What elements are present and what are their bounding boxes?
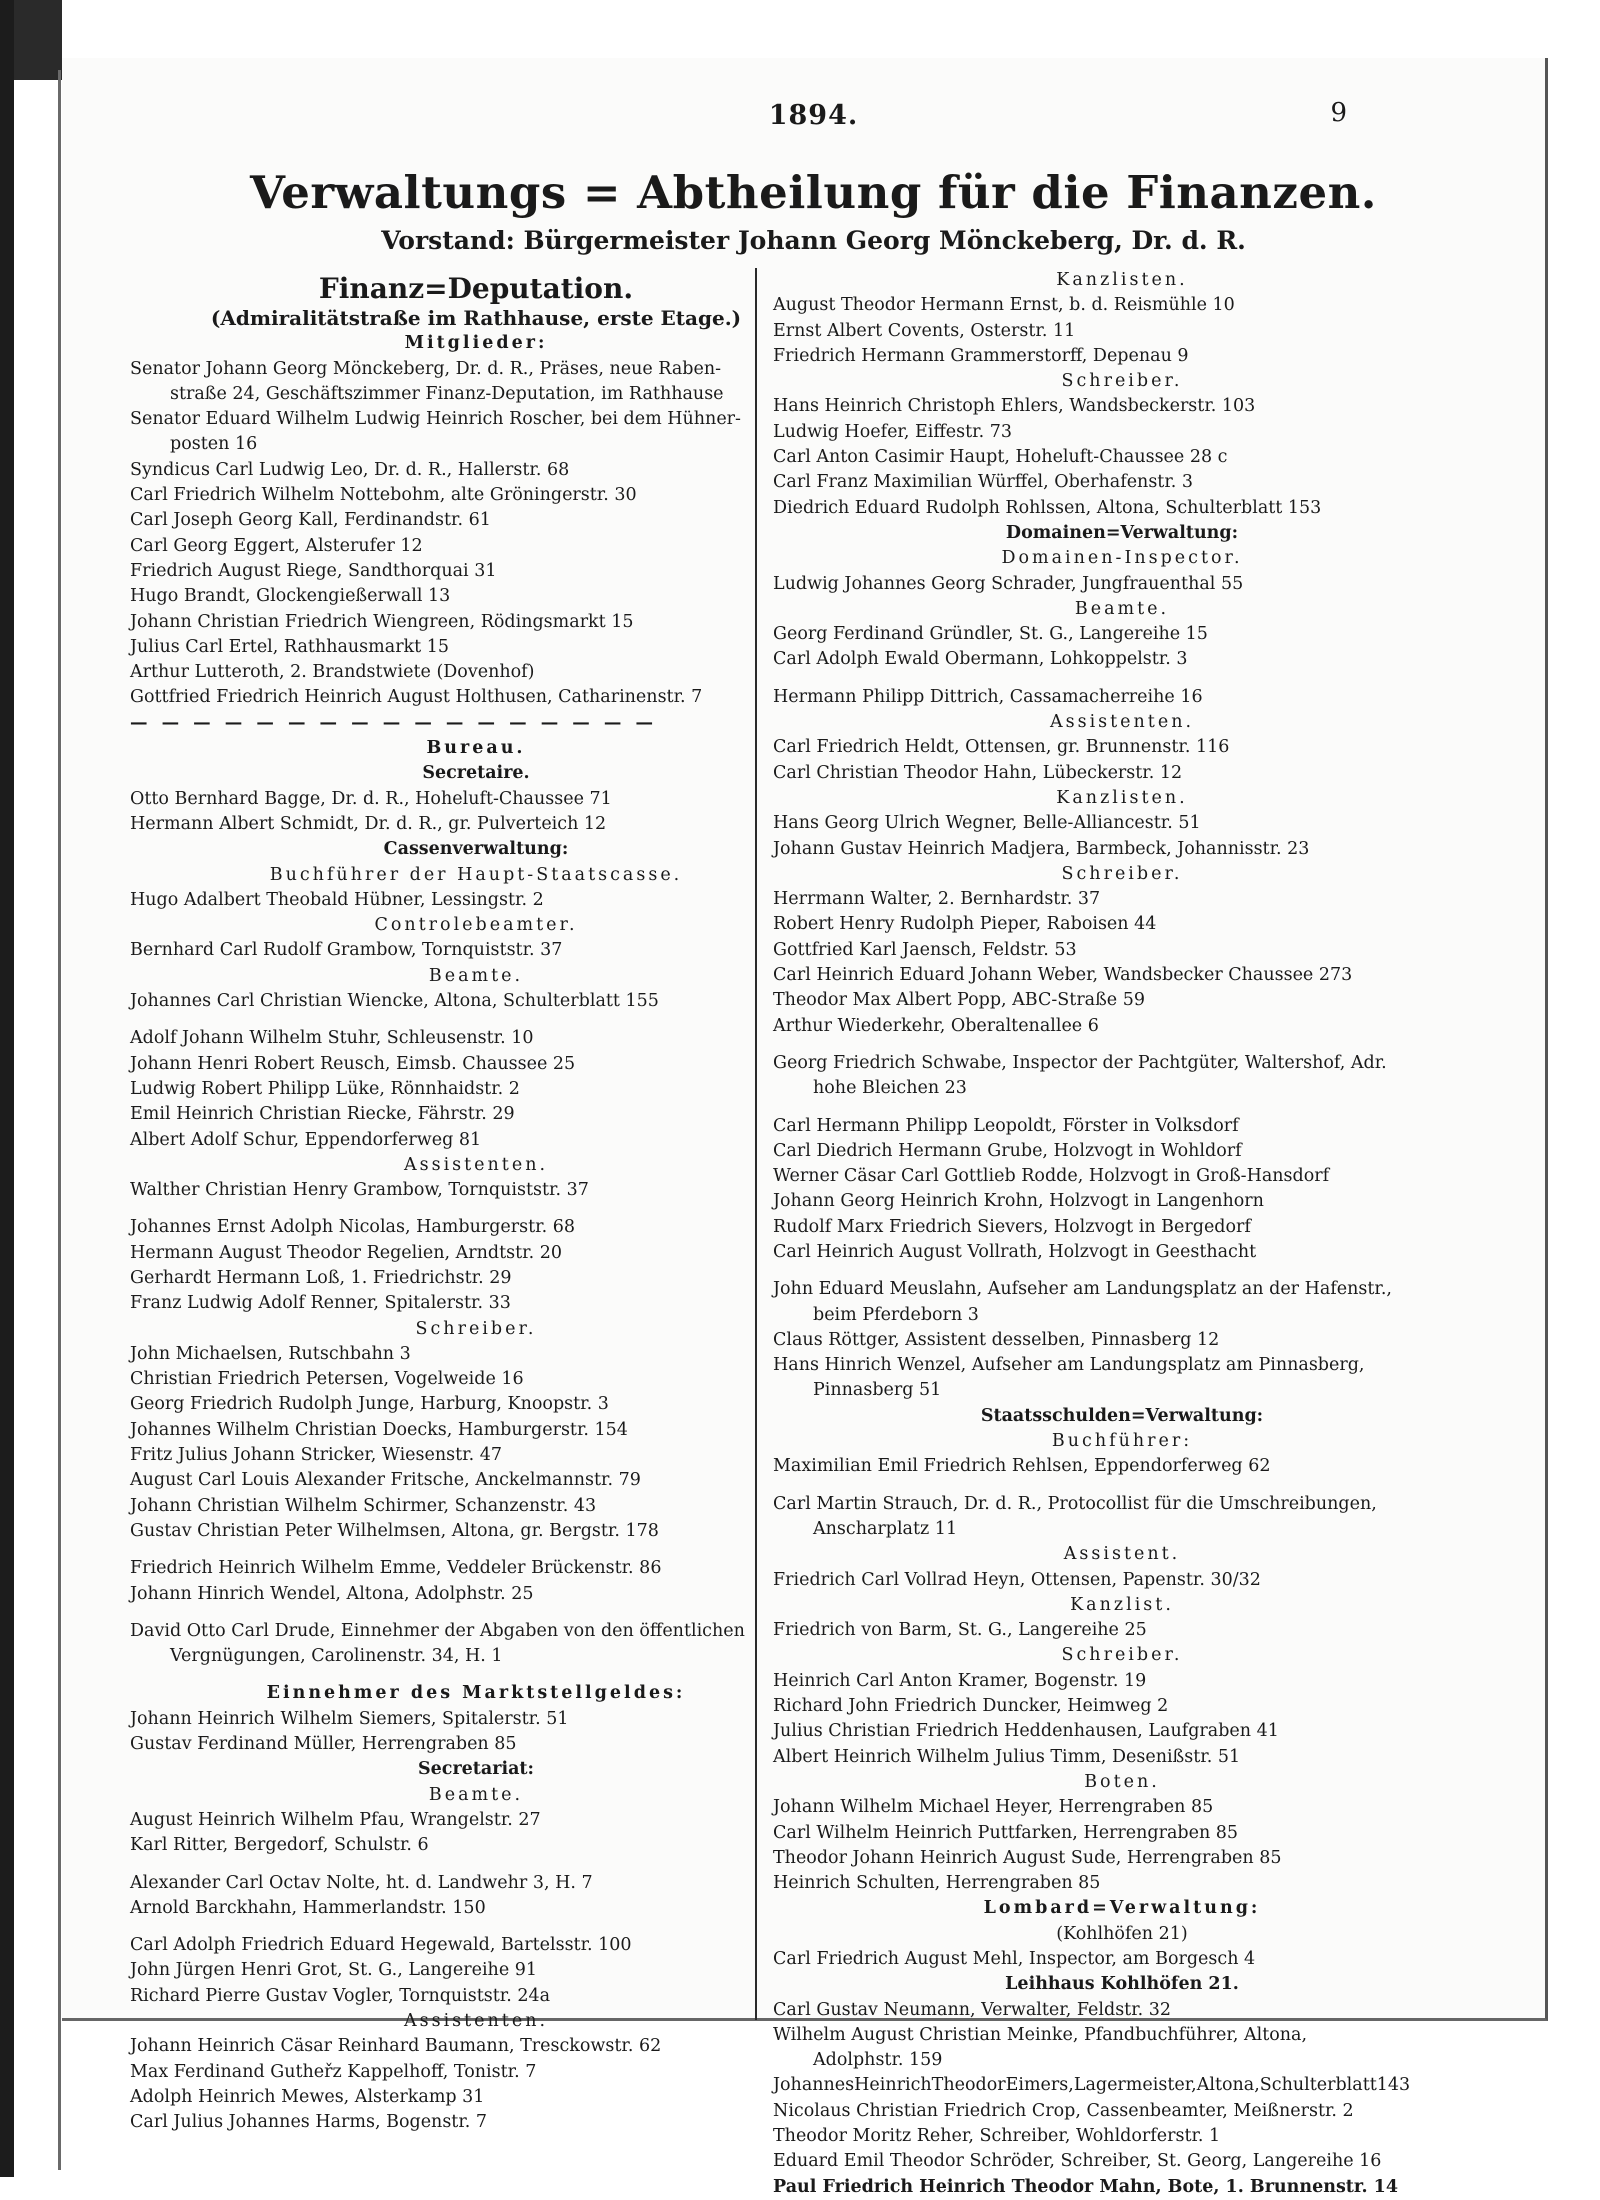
section-heading: Assistent. <box>1063 1544 1181 1565</box>
entry-line: Emil Heinrich Christian Riecke, Fährstr. 29 <box>130 1104 515 1125</box>
entry-line: Ernst Albert Covents, Osterstr. 11 <box>773 320 1076 341</box>
entry-line: Friedrich Hermann Grammerstorff, Depenau 9 <box>773 345 1189 366</box>
entry-line: Johannes Wilhelm Christian Doecks, Hamburgerstr. 154 <box>130 1419 628 1440</box>
entry-line: Robert Henry Rudolph Pieper, Raboisen 44 <box>773 914 1157 935</box>
entry-line: Richard John Friedrich Duncker, Heimweg 2 <box>773 1696 1169 1717</box>
entry-line: Alexander Carl Octav Nolte, ht. d. Landwehr 3, H. 7 <box>130 1872 593 1893</box>
left-column <box>130 268 822 2135</box>
entry-line: John Eduard Meuslahn, Aufseher am Landungsplatz an der Hafenstr., <box>773 1279 1392 1300</box>
entry-line: Carl Friedrich Wilhelm Nottebohm, alte Gröningerstr. 30 <box>130 485 637 506</box>
entry-line: hohe Bleichen 23 <box>813 1078 967 1099</box>
entry-line: Carl Friedrich August Mehl, Inspector, am Borgesch 4 <box>773 1949 1256 1969</box>
entry-line: Georg Friedrich Schwabe, Inspector der Pachtgüter, Waltershof, Adr. <box>773 1052 1387 1073</box>
entry-line: Diedrich Eduard Rudolph Rohlssen, Altona, Schulterblatt 153 <box>773 497 1322 518</box>
entry-line: Hans Heinrich Christoph Ehlers, Wandsbeckerstr. 103 <box>773 396 1256 417</box>
book-edge-corner <box>14 0 62 80</box>
entry-line: John Jürgen Henri Grot, St. G., Langereihe 91 <box>130 1960 538 1981</box>
entry-line: Carl Hermann Philipp Leopoldt, Förster in Volksdorf <box>773 1115 1239 1136</box>
entry-line: Friedrich Heinrich Wilhelm Emme, Veddeler Brückenstr. 86 <box>130 1558 662 1579</box>
entry-line: Hermann Philipp Dittrich, Cassamacherreihe 16 <box>773 686 1203 707</box>
entry-line: Hermann August Theodor Regelien, Arndtstr. 20 <box>130 1242 562 1263</box>
entry-line: Johann Hinrich Wendel, Altona, Adolphstr. 25 <box>130 1583 534 1604</box>
entry-line: Vergnügungen, Carolinenstr. 34, H. 1 <box>170 1646 503 1667</box>
entry-line: Otto Bernhard Bagge, Dr. d. R., Hoheluft-Chaussee 71 <box>130 788 612 809</box>
entry-line: Carl Heinrich Eduard Johann Weber, Wandsbecker Chaussee 273 <box>773 965 1353 986</box>
entry-line: Fritz Julius Johann Stricker, Wiesenstr. 47 <box>130 1445 502 1466</box>
document-page <box>62 58 1548 2197</box>
section-heading: Assistenten. <box>1049 712 1195 733</box>
entry-line: Pinnasberg 51 <box>813 1380 942 1401</box>
spacer <box>773 1265 1471 1277</box>
page-gutter <box>58 70 61 2170</box>
section-heading: Buchführer: <box>1051 1431 1193 1452</box>
section-heading: Beamte. <box>428 965 524 986</box>
entry-line: Ludwig Robert Philipp Lüke, Rönnhaidstr. 2 <box>130 1078 520 1099</box>
entry-line: Heinrich Schulten, Herrengraben 85 <box>773 1873 1101 1894</box>
entry-line: Christian Friedrich Petersen, Vogelweide 16 <box>130 1369 524 1390</box>
section-heading: Assistenten. <box>403 2011 549 2031</box>
section-heading: Schreiber. <box>1061 1645 1183 1666</box>
section-heading: Domainen-Inspector. <box>1001 548 1243 569</box>
section-heading: Controlebeamter. <box>374 915 578 936</box>
entry-line: Syndicus Carl Ludwig Leo, Dr. d. R., Hallerstr. 68 <box>130 459 570 480</box>
section-heading: Boten. <box>1084 1771 1160 1792</box>
entry-line: Johann Heinrich Wilhelm Siemers, Spitalerstr. 51 <box>130 1708 569 1729</box>
spacer <box>773 1039 1471 1051</box>
entry-line: Carl Diedrich Hermann Grube, Holzvogt in Wohldorf <box>773 1140 1242 1161</box>
section-heading: Schreiber. <box>1061 863 1183 884</box>
entry-line: Gustav Christian Peter Wilhelmsen, Altona, gr. Bergstr. 178 <box>130 1520 659 1541</box>
spacer <box>773 673 1471 685</box>
entry-line: Theodor Johann Heinrich August Sude, Herrengraben 85 <box>773 1847 1282 1868</box>
entry-line: Anscharplatz 11 <box>813 1518 958 1539</box>
spacer <box>130 1203 822 1215</box>
entry-line: Arnold Barckhahn, Hammerlandstr. 150 <box>130 1897 486 1918</box>
section-heading: Leihhaus Kohlhöfen 21. <box>1005 1974 1239 1995</box>
entry-line: Gerhardt Hermann Loß, 1. Friedrichstr. 29 <box>130 1267 512 1288</box>
section-heading: Bureau. <box>426 738 526 759</box>
entry-line: Johannes Carl Christian Wiencke, Altona, Schulterblatt 155 <box>130 991 659 1012</box>
entry-line: Johannes Ernst Adolph Nicolas, Hamburgerstr. 68 <box>130 1217 575 1238</box>
spacer <box>773 1102 1471 1114</box>
entry-line: Carl Joseph Georg Kall, Ferdinandstr. 61 <box>130 510 491 531</box>
page-year: 1894. <box>768 100 859 131</box>
entry-line: Carl Georg Eggert, Alsterufer 12 <box>130 535 423 556</box>
entry-line: Johann Henri Robert Reusch, Eimsb. Chaussee 25 <box>130 1053 576 1074</box>
entry-line: Carl Anton Casimir Haupt, Hoheluft-Chaussee 28 c <box>773 447 1228 468</box>
entry-line: Albert Heinrich Wilhelm Julius Timm, Desenißstr. 51 <box>773 1746 1241 1767</box>
entry-line: Adolf Johann Wilhelm Stuhr, Schleusenstr. 10 <box>130 1028 534 1049</box>
section-heading: Beamte. <box>428 1784 524 1805</box>
entry-line: Carl Adolph Ewald Obermann, Lohkoppelstr. 3 <box>773 649 1188 670</box>
entry-line: Heinrich Carl Anton Kramer, Bogenstr. 19 <box>773 1670 1147 1691</box>
entry-line: straße 24, Geschäftszimmer Finanz-Deputation, im Rathhause <box>170 383 724 404</box>
entry-line: Wilhelm August Christian Meinke, Pfandbuchführer, Altona, <box>773 2024 1308 2045</box>
entry-line: Carl Friedrich Heldt, Ottensen, gr. Brunnenstr. 116 <box>773 737 1230 758</box>
entry-line: Gottfried Karl Jaensch, Feldstr. 53 <box>773 939 1077 960</box>
entry-line: beim Pferdeborn 3 <box>813 1304 979 1325</box>
section-heading: Kanzlisten. <box>1056 270 1188 290</box>
entry-line: Arthur Lutteroth, 2. Brandstwiete (Dovenhof) <box>130 662 535 683</box>
spacer <box>773 1480 1471 1492</box>
entry-line: Hermann Albert Schmidt, Dr. d. R., gr. Pulverteich 12 <box>130 813 607 834</box>
entry-line: Georg Ferdinand Gründler, St. G., Langereihe 15 <box>773 624 1208 645</box>
spacer <box>130 1921 822 1933</box>
entry-line: Johann Wilhelm Michael Heyer, Herrengraben 85 <box>773 1797 1214 1818</box>
entry-line: Theodor Max Albert Popp, ABC-Straße 59 <box>773 990 1145 1011</box>
entry-line: Julius Carl Ertel, Rathhausmarkt 15 <box>130 636 450 657</box>
section-heading: Kanzlisten. <box>1056 787 1188 808</box>
entry-line: Carl Adolph Friedrich Eduard Hegewald, Bartelsstr. 100 <box>130 1935 632 1956</box>
entry-line: JohannesHeinrichTheodorEimers,Lagermeister,Altona,Schulterblatt143 <box>773 2075 1411 2096</box>
entry-line: Georg Friedrich Rudolph Junge, Harburg, Knoopstr. 3 <box>130 1394 609 1415</box>
page-title: Verwaltungs = Abtheilung für die Finanzen. <box>250 166 1377 219</box>
entry-line: Bernhard Carl Rudolf Grambow, Tornquiststr. 37 <box>130 940 563 961</box>
entry-line: Richard Pierre Gustav Vogler, Tornquiststr. 24a <box>130 1985 551 2006</box>
entry-line: August Carl Louis Alexander Fritsche, Anckelmannstr. 79 <box>130 1470 641 1491</box>
entry-line: Claus Röttger, Assistent desselben, Pinnasberg 12 <box>773 1329 1220 1350</box>
section-heading: Schreiber. <box>1061 371 1183 392</box>
section-heading: Schreiber. <box>415 1318 537 1339</box>
entry-line: Adolph Heinrich Mewes, Alsterkamp 31 <box>130 2086 485 2107</box>
entry-line: Friedrich August Riege, Sandthorquai 31 <box>130 560 497 581</box>
entry-line: Walther Christian Henry Grambow, Tornquiststr. 37 <box>130 1180 589 1201</box>
entry-line: Gustav Ferdinand Müller, Herrengraben 85 <box>130 1734 517 1755</box>
column-divider <box>755 268 757 2020</box>
section-heading: Secretaire. <box>422 763 530 784</box>
entry-line: posten 16 <box>170 434 258 455</box>
spacer <box>130 1669 822 1681</box>
entry-line: Carl Julius Johannes Harms, Bogenstr. 7 <box>130 2112 488 2133</box>
section-heading: Kanzlist. <box>1070 1594 1174 1615</box>
entry-line: Johann Gustav Heinrich Madjera, Barmbeck, Johannisstr. 23 <box>773 838 1310 859</box>
entry-line: Ludwig Hoefer, Eiffestr. 73 <box>773 421 1013 442</box>
entry-line: Johann Christian Friedrich Wiengreen, Rödingsmarkt 15 <box>130 611 634 632</box>
entry-line: Maximilian Emil Friedrich Rehlsen, Eppendorferweg 62 <box>773 1456 1271 1477</box>
entry-line: Johann Heinrich Cäsar Reinhard Baumann, Tresckowstr. 62 <box>130 2036 662 2057</box>
entry-line: Carl Christian Theodor Hahn, Lübeckerstr. 12 <box>773 762 1183 783</box>
entry-line: Carl Wilhelm Heinrich Puttfarken, Herrengraben 85 <box>773 1822 1239 1843</box>
entry-line: August Theodor Hermann Ernst, b. d. Reismühle 10 <box>773 295 1235 316</box>
entry-line: Paul Friedrich Heinrich Theodor Mahn, Bote, 1. Brunnenstr. 14 <box>773 2176 1399 2197</box>
entry-line: Werner Cäsar Carl Gottlieb Rodde, Holzvogt in Groß-Hansdorf <box>773 1166 1330 1187</box>
section-heading: Finanz=Deputation. <box>318 272 634 305</box>
entry-line: Herrmann Walter, 2. Bernhardstr. 37 <box>773 889 1101 910</box>
entry-line: David Otto Carl Drude, Einnehmer der Abgaben von den öffentlichen <box>130 1620 745 1641</box>
entry-line: Senator Eduard Wilhelm Ludwig Heinrich Roscher, bei dem Hühner- <box>130 409 741 430</box>
entry-line: Johann Georg Heinrich Krohn, Holzvogt in Langenhorn <box>773 1191 1264 1212</box>
section-heading: (Kohlhöfen 21) <box>1056 1923 1188 1944</box>
entry-line: Hans Hinrich Wenzel, Aufseher am Landungsplatz am Pinnasberg, <box>773 1355 1365 1376</box>
entry-line: Gottfried Friedrich Heinrich August Holthusen, Catharinenstr. 7 <box>130 687 703 708</box>
entry-line: August Heinrich Wilhelm Pfau, Wrangelstr. 27 <box>130 1809 541 1830</box>
entry-line: Max Ferdinand Gutheřz Kappelhoff, Tonistr. 7 <box>130 2061 537 2082</box>
entry-line: Ludwig Johannes Georg Schrader, Jungfrauenthal 55 <box>773 573 1244 594</box>
department-chair: Vorstand: Bürgermeister Johann Georg Mönckeberg, Dr. d. R. <box>381 226 1246 255</box>
section-heading: Domainen=Verwaltung: <box>1005 522 1239 543</box>
entry-line: Rudolf Marx Friedrich Sievers, Holzvogt in Bergedorf <box>773 1216 1251 1237</box>
right-column <box>773 268 1471 2200</box>
section-heading: Mitglieder: <box>404 333 548 354</box>
section-heading: Secretariat: <box>418 1759 534 1780</box>
entry-line: Albert Adolf Schur, Eppendorferweg 81 <box>130 1129 482 1150</box>
section-heading: Beamte. <box>1074 598 1170 619</box>
entry-line: Hans Georg Ulrich Wegner, Belle-Alliancestr. 51 <box>773 813 1201 834</box>
entry-line: Carl Gustav Neumann, Verwalter, Feldstr. 32 <box>773 1999 1172 2020</box>
entry-line: Karl Ritter, Bergedorf, Schulstr. 6 <box>130 1835 429 1856</box>
entry-line: Arthur Wiederkehr, Oberaltenallee 6 <box>773 1015 1099 1036</box>
spacer <box>130 1607 822 1619</box>
entry-line: Friedrich Carl Vollrad Heyn, Ottensen, Papenstr. 30/32 <box>773 1569 1261 1590</box>
section-heading: Lombard=Verwaltung: <box>983 1898 1261 1919</box>
dash-separator: — — — — — — — — — — — — — — — — — <box>130 712 657 733</box>
entry-line: Hugo Brandt, Glockengießerwall 13 <box>130 586 451 607</box>
entry-line: Carl Martin Strauch, Dr. d. R., Protocollist für die Umschreibungen, <box>773 1493 1377 1514</box>
entry-line: Theodor Moritz Reher, Schreiber, Wohldorferstr. 1 <box>773 2126 1221 2147</box>
entry-line: Julius Christian Friedrich Heddenhausen, Laufgraben 41 <box>773 1721 1279 1742</box>
book-edge <box>0 0 14 2177</box>
entry-line: Friedrich von Barm, St. G., Langereihe 25 <box>773 1620 1147 1641</box>
entry-line: Eduard Emil Theodor Schröder, Schreiber, St. Georg, Langereihe 16 <box>773 2151 1382 2172</box>
section-heading: Cassenverwaltung: <box>383 839 569 860</box>
section-heading: Buchführer der Haupt-Staatscasse. <box>269 864 683 885</box>
spacer <box>130 1544 822 1556</box>
entry-line: Carl Franz Maximilian Würffel, Oberhafenstr. 3 <box>773 472 1194 493</box>
entry-line: Adolphstr. 159 <box>813 2050 943 2071</box>
entry-line: Hugo Adalbert Theobald Hübner, Lessingstr. 2 <box>130 889 544 910</box>
section-heading: Assistenten. <box>403 1154 549 1175</box>
spacer <box>130 1014 822 1026</box>
entry-line: Senator Johann Georg Mönckeberg, Dr. d. R., Präses, neue Raben- <box>130 358 722 379</box>
section-heading: (Admiralitätstraße im Rathhause, erste Etage.) <box>210 306 742 330</box>
section-heading: Einnehmer des Marktstellgeldes: <box>266 1683 686 1704</box>
spacer <box>130 1859 822 1871</box>
entry-line: Franz Ludwig Adolf Renner, Spitalerstr. 33 <box>130 1293 511 1314</box>
section-heading: Staatsschulden=Verwaltung: <box>980 1405 1264 1426</box>
entry-line: John Michaelsen, Rutschbahn 3 <box>130 1343 411 1364</box>
entry-line: Carl Heinrich August Vollrath, Holzvogt in Geesthacht <box>773 1241 1257 1262</box>
page-number: 9 <box>1330 98 1347 128</box>
entry-line: Johann Christian Wilhelm Schirmer, Schanzenstr. 43 <box>130 1495 597 1516</box>
entry-line: Nicolaus Christian Friedrich Crop, Cassenbeamter, Meißnerstr. 2 <box>773 2100 1354 2121</box>
